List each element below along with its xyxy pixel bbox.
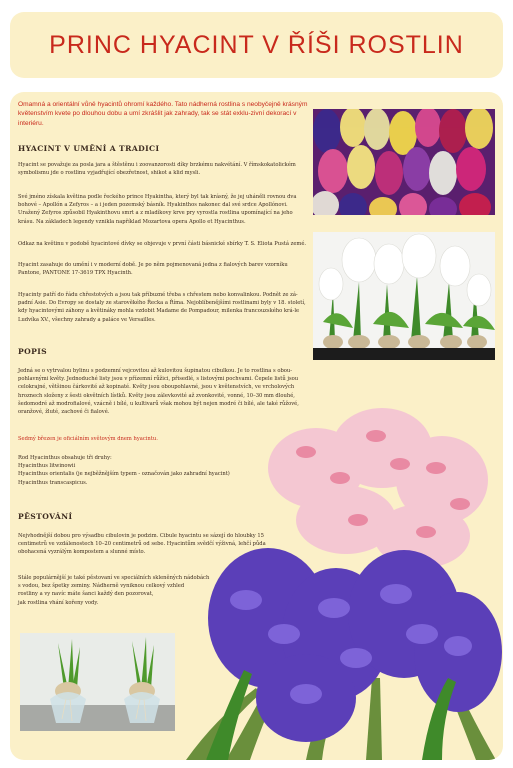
white-potted-hyacinths-photo <box>313 232 495 360</box>
species-list-line: Hyacinthus orientalis (je nejběžnějším typem - označován jako zahradní hyacint) <box>18 471 230 478</box>
content-panel <box>10 92 503 760</box>
art-paragraph-3: Odkaz na květinu v podobě hyacintové dívky se objevuje v první části básnické sbírky T. S. Eliota Pustá zemé. <box>18 241 307 247</box>
growing-paragraph-1: Nejvhodnější dobou pro výsadbu cibulovin je podzim. Cibule hyacintu se sázejí do hloubky 15 centimetrů ve vzdálenostech 10–20 centimetrů od sebe. Hyacintům svědčí výživná, lehčí půda obohacená vyzrálým kompostem a slunné místo. <box>18 533 266 556</box>
page-title: PRINC HYACINT V ŘÍŠI ROSTLIN <box>49 30 464 59</box>
lead-paragraph: Omamná a orientální vůně hyacintů ohromí každého. Tato nádherná rostlina s neobyčejně krásným květenstvím kvete po dlouhou dobu a umí zkrášlit jak zahrady, tak se stát exklu-zivní dekorací v interiéru. <box>18 101 308 127</box>
growing-line: Stále populárnější je také pěstovaní ve speciálních skleněných nádobách <box>18 575 210 581</box>
section-heading-growing: PĚSTOVÁNÍ <box>18 512 73 521</box>
growing-line: s vodou, bez špetky zeminy. Nádherně vyniknou celkový vzhled <box>18 583 185 590</box>
species-list-line: Hyacinthus litwinowii <box>18 463 76 470</box>
art-paragraph-4: Hyacint zasahuje do umění i v moderní době. Je po něm pojmenovaná jedna z fialových barev vzorníku Pantone, PANTONE 17-3619 TPX Hyacinth. <box>18 262 288 277</box>
world-day-note: Sedmý březen je oficiálním světovým dnem hyacintu. <box>18 436 158 442</box>
section-heading-art: HYACINT V UMĚNÍ A TRADICI <box>18 144 160 153</box>
growing-line: jak rostlina vhání kořeny vody. <box>18 599 99 606</box>
species-list-line: Rod Hyacinthus obsahuje tři druhy: <box>18 455 112 461</box>
title-banner <box>10 12 503 78</box>
species-list-line: Hyacinthus transcaspicus. <box>18 479 88 486</box>
hyacinths-in-glass-vases-photo <box>20 633 175 731</box>
growing-line: rostliny a vy navíc máte šanci každý den pozorovat, <box>18 591 154 598</box>
art-paragraph-2: Své jméno získala květina podle řeckého prince Hyakintha, který byl tak krásný, že jej uháněli rovnou dva bohové – Apollón a Zefyros – a i jeden pozemský básník. Hyakinthos nakonec dal své srdce Apollónovi. Uražený Zefyros způsobil Hyakinthovu smrt a z mladíkovy krve pry vyrostla rostlina upomínající na jeho krásu. Na základech legendy vznikla například Mozartova opera Apollo et Hyacinthus. <box>18 194 297 225</box>
art-paragraph-5: Hyacinty patří do řádu chřestotvých a jsou tak příbuzné třeba s chřestem nebo konvalinkou. Podnět ze zá-padní Asie. Do Evropy se dostaly ze starověkého Řecka a Říma. Nejoblíbenějšími rostlinami byly v 18. století, kdy hyacintovými záhony a květináky mohla vzdobit Madame de Pompadour, milenka francouzského krá-le Ludvíka XV., všechny zahrady a paláce ve Versailles. <box>18 292 306 323</box>
art-paragraph-1: Hyacint se považuje za posla jara a štěstěnu i zoovanzorosti díky brzkému nakvétání. V římskokatolickém symbolismu jde o rostlinu vyjadřující obezřetnost, shikot a klid mysli. <box>18 162 296 177</box>
description-paragraph: Jedná se o vytrvalou bylinu s podzemní vejcovitou až kulovitou šupinatou cibulkou. Je to rostlina s obou-pohlavnými květy. Jednoduché listy jsou v přízemní růžici, přisedlé, s listovými pochvami. Čepele listů jsou celokrajné, většinou čárkovité až kopinaté. Květy jsou oboupohlavné, jsou v květenstvích, ve vrcholových hroznech složeny z šesti okvětních lístků. Květy jsou zálevkovité až zvonkovité, vonné, 10–30 mm dlouhé, šedomodré až modrofialové, vzácně i bílé, u kultivarů však mohou být nejen modré či bílé, ale také růžové, oranžové, žluté, zachové či fialové. <box>18 368 299 416</box>
colorful-hyacinths-photo <box>313 109 495 215</box>
section-heading-description: POPIS <box>18 347 48 356</box>
pink-and-purple-hyacinths-photo <box>186 408 503 760</box>
